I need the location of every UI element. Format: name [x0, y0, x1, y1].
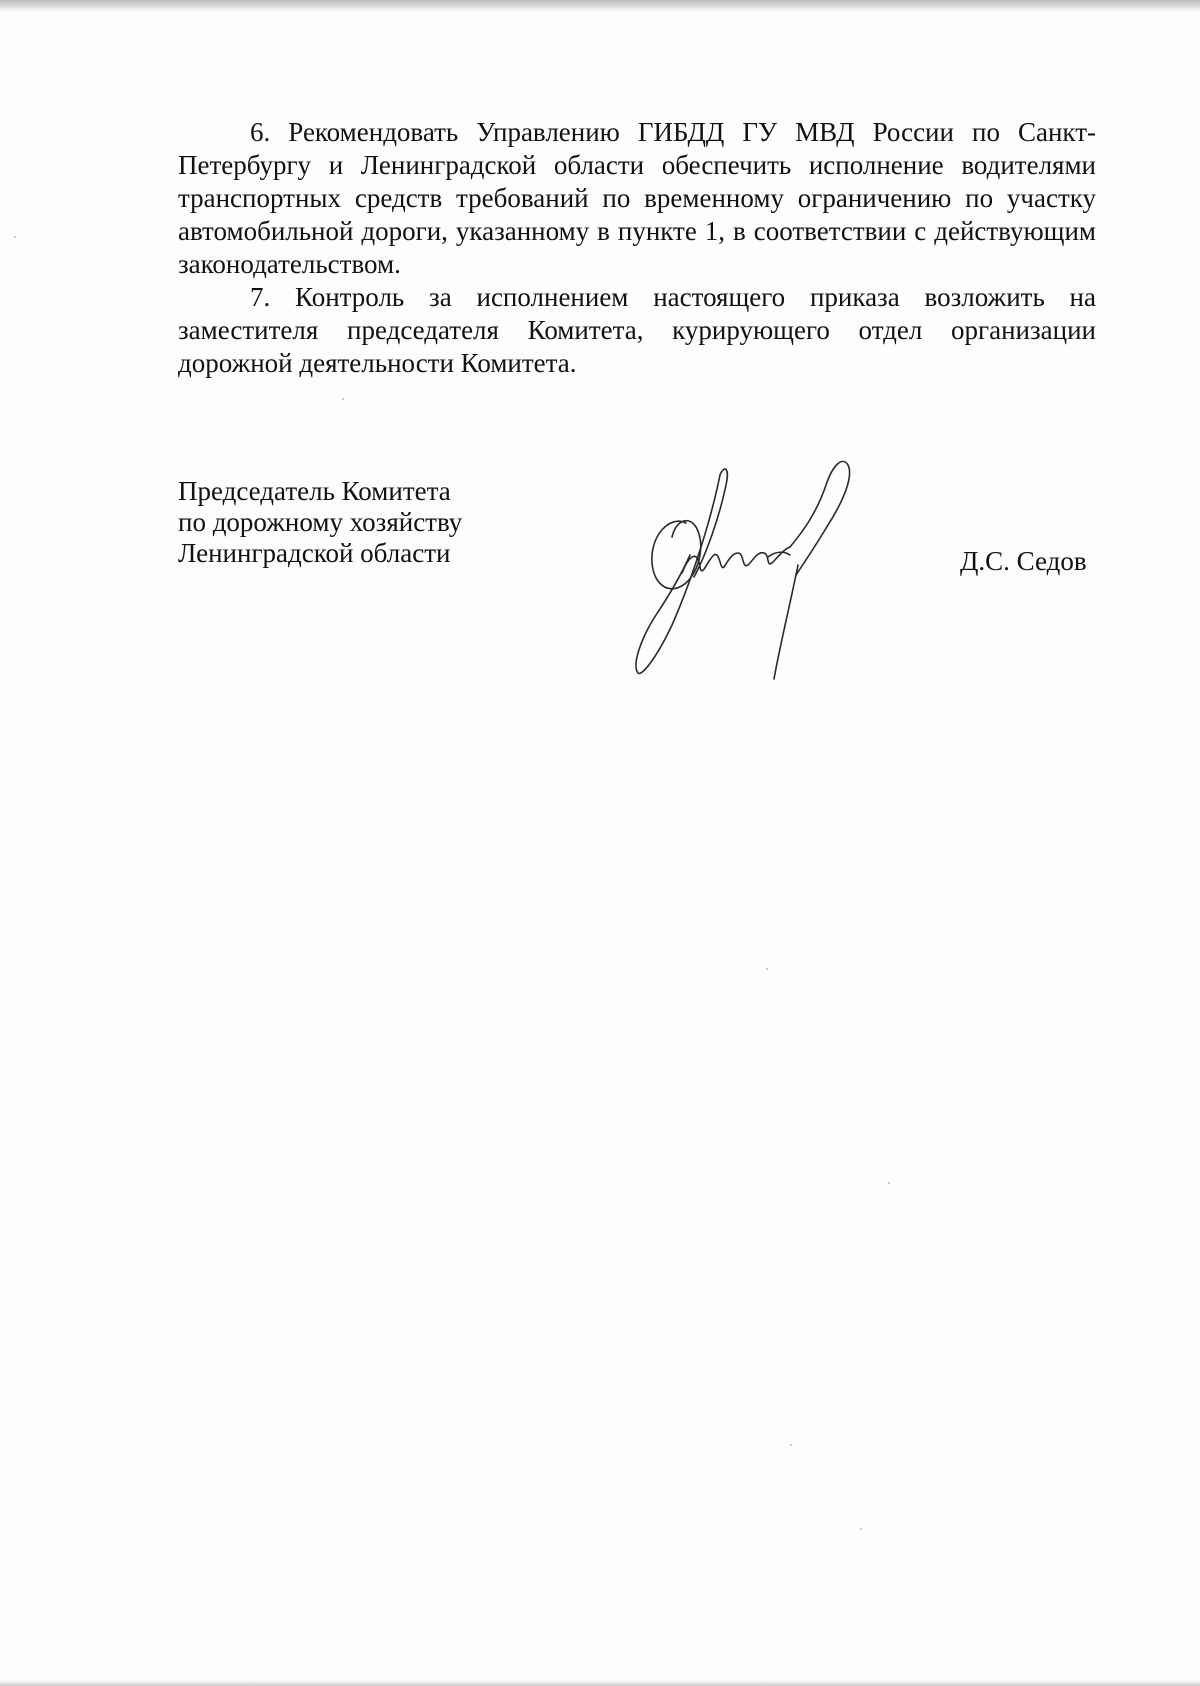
paragraph-7: 7. Контроль за исполнением настоящего приказа возложить на заместителя председателя Комитета, курирующего отдел организации дорожной деятельности Комитета.	[178, 282, 1096, 378]
signatory-position-line: Председатель Комитета	[178, 476, 451, 506]
signatory-position	[178, 476, 462, 569]
document-body	[178, 116, 1096, 380]
scan-speck	[860, 1528, 862, 1530]
scan-edge-bottom	[0, 1680, 1200, 1686]
paragraph-6: 6. Рекомендовать Управлению ГИБДД ГУ МВД России по Санкт-Петербургу и Ленинградской области обеспечить исполнение водителями транспортных средств требований по временному ограничению по участку автомобильной дороги, указанному в пункте 1, в соответствии с действующим законодательством.	[178, 117, 1096, 279]
signer-name: Д.С. Седов	[960, 546, 1087, 576]
signatory-position-line: по дорожному хозяйству	[178, 507, 463, 537]
handwritten-signature	[620, 455, 910, 690]
scan-speck	[790, 1444, 792, 1446]
signatory-position-line: Ленинградской области	[178, 538, 451, 568]
scan-speck	[766, 968, 768, 970]
scan-speck	[342, 398, 344, 400]
scan-speck	[888, 1182, 890, 1184]
scan-speck	[14, 236, 16, 238]
scan-edge-top	[0, 0, 1200, 12]
